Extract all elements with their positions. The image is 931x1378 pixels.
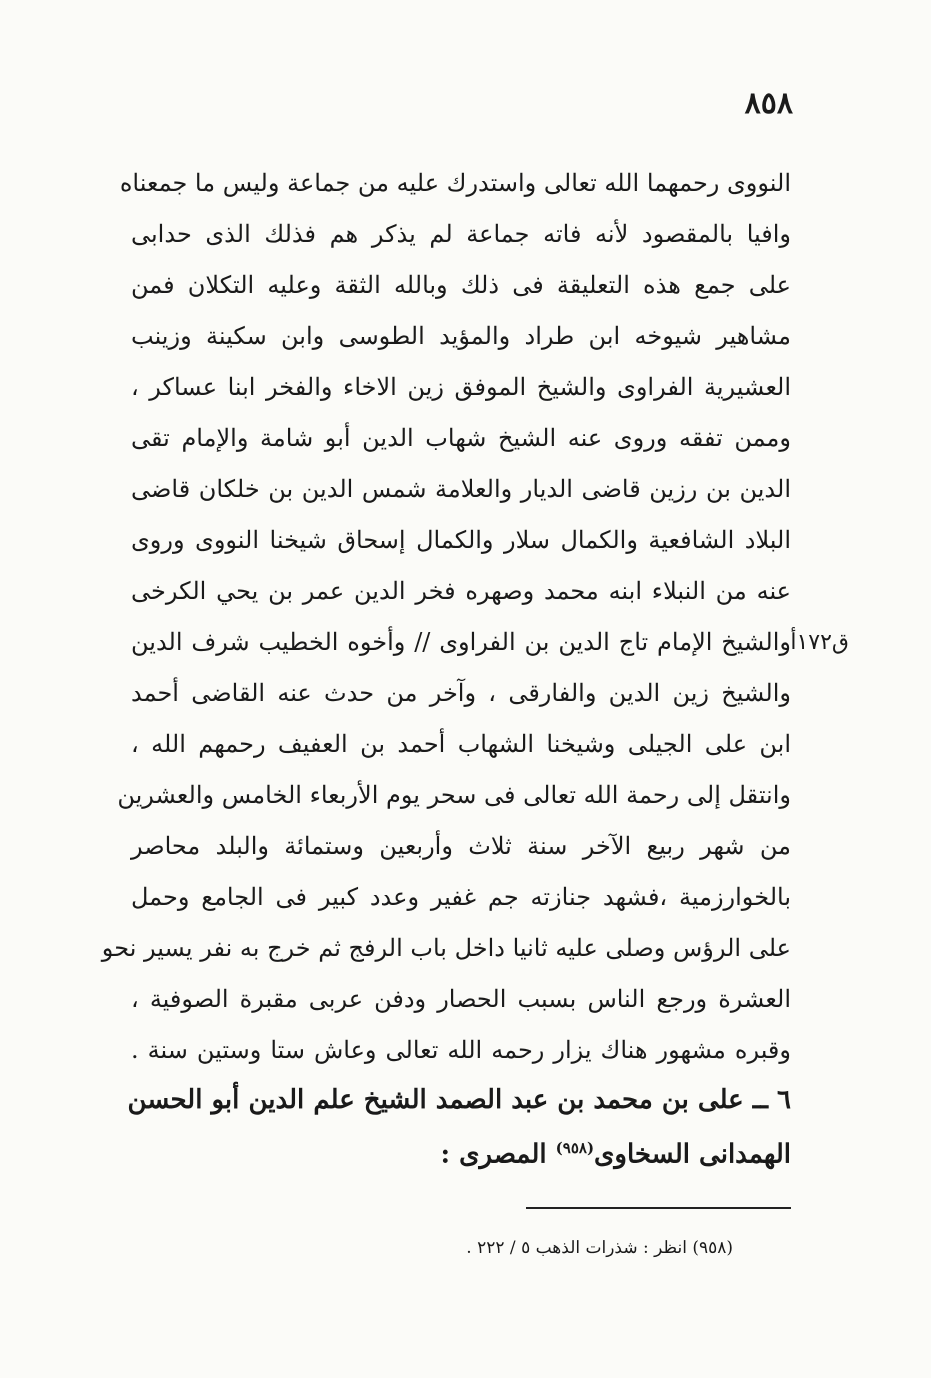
text-line [131, 311, 791, 362]
text-line [131, 464, 791, 515]
line-text: وافيا بالمقصود لأنه فاته جماعة لم يذكر هم فذلك الذى حدابى [131, 220, 792, 248]
line-text: من شهر ربيع الآخر سنة ثلاث وأربعين وستمائة والبلد محاصر [131, 832, 791, 860]
page-number: ٨٥٨ [744, 86, 793, 121]
line-text: على جمع هذه التعليقة فى ذلك وبالله الثقة وعليه التكلان فمن [131, 271, 791, 299]
line-text: والشيخ الإمام تاج الدين بن الفراوى // وأخوه الخطيب شرف الدين [131, 628, 791, 656]
folio-marker: ق١٧٢أ [790, 630, 849, 655]
text-line [131, 515, 791, 566]
biography-heading [127, 1076, 791, 1172]
line-text: البلاد الشافعية والكمال سلار والكمال إسحاق شيخنا النووى وروى [131, 526, 791, 554]
text-line [117, 770, 791, 821]
text-line [101, 923, 791, 974]
footnote-divider [526, 1207, 791, 1209]
line-text: النووى رحمهما الله تعالى واستدرك عليه من جماعة وليس ما جمعناه [119, 169, 791, 197]
heading-nisba: المصرى : [440, 1139, 547, 1170]
line-text: وممن تفقه وروى عنه الشيخ شهاب الدين أبو شامة والإمام تقى [131, 424, 792, 452]
footnote: (٩٥٨) انظر : شذرات الذهب ٥ / ٢٢٢ . [466, 1238, 733, 1258]
footnote-reference[interactable]: (٩٥٨) [555, 1139, 595, 1157]
text-line [131, 566, 791, 617]
body-text [101, 158, 849, 1076]
line-text: وانتقل إلى رحمة الله تعالى فى سحر يوم الأربعاء الخامس والعشرين [117, 781, 791, 809]
line-text: عنه من النبلاء ابنه محمد وصهره فخر الدين عمر بن يحي الكرخى [131, 577, 791, 605]
line-text: وقبره مشهور هناك يزار رحمه الله تعالى وعاش ستا وستين سنة . [131, 1036, 791, 1064]
line-text: على الرؤس وصلى عليه ثانيا داخل باب الرفج ثم خرج به نفر يسير نحو [101, 934, 791, 962]
line-text: العشيرية الفراوى والشيخ الموفق زين الاخاء والفخر ابنا عساكر ، [131, 373, 791, 401]
text-line [131, 668, 791, 719]
heading-name: الهمدانى السخاوى [594, 1139, 791, 1170]
line-text: بالخوارزمية ،فشهد جنازته جم غفير وعدد كبير فى الجامع وحمل [131, 883, 791, 911]
line-text: العشرة ورجع الناس بسبب الحصار ودفن عربى مقبرة الصوفية ، [131, 985, 791, 1013]
text-line [131, 1025, 791, 1076]
text-line [131, 362, 791, 413]
text-line [131, 413, 791, 464]
text-line [131, 617, 849, 668]
heading-line-1: ٦ ــ على بن محمد بن عبد الصمد الشيخ علم الدين أبو الحسن [127, 1085, 791, 1115]
text-line [131, 209, 791, 260]
text-line [119, 158, 791, 209]
line-text: والشيخ زين الدين والفارقى ، وآخر من حدث عنه القاضى أحمد [131, 679, 791, 707]
text-line [131, 974, 791, 1025]
line-text: الدين بن رزين قاضى الديار والعلامة شمس الدين بن خلكان قاضى [131, 475, 791, 503]
text-line [131, 872, 791, 923]
line-text: مشاهير شيوخه ابن طراد والمؤيد الطوسى وابن سكينة وزينب [131, 322, 791, 350]
text-line [131, 260, 791, 311]
line-text: ابن على الجيلى وشيخنا الشهاب أحمد بن العفيف رحمهم الله ، [131, 730, 791, 758]
heading-line-2 [131, 1124, 791, 1172]
text-line [131, 821, 791, 872]
text-line [131, 719, 791, 770]
